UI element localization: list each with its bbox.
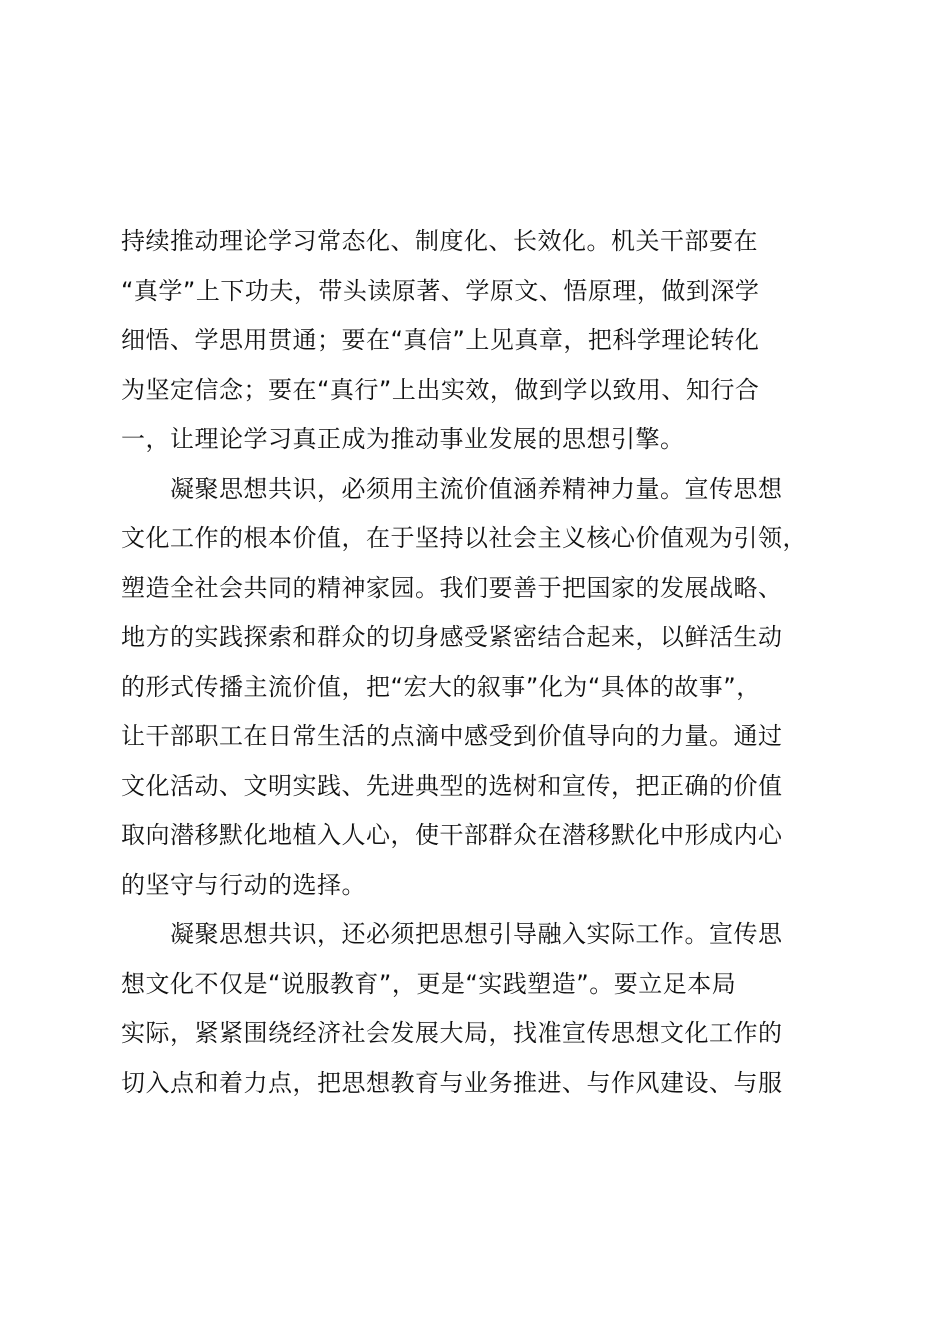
text-line: 细悟、学思用贯通；要在“真信”上见真章，把科学理论转化 [121,326,760,354]
text-line: 的坚守与行动的选择。 [121,870,366,899]
text-line: 切入点和着力点，把思想教育与业务推进、与作风建设、与服 [121,1068,783,1097]
text-line: 实际，紧紧围绕经济社会发展大局，找准宣传思想文化工作的 [121,1019,783,1047]
body-text [121,217,821,1108]
text-line: 塑造全社会共同的精神家园。我们要善于把国家的发展战略、 [121,573,783,602]
text-line: 凝聚思想共识，必须用主流价值涵养精神力量。宣传思想 [121,474,783,503]
text-line: 为坚定信念；要在“真行”上出实效，做到学以致用、知行合 [121,375,760,404]
text-line: 一，让理论学习真正成为推动事业发展的思想引擎。 [121,425,685,453]
text-line: 文化活动、文明实践、先进典型的选树和宣传，把正确的价值 [121,771,783,800]
text-line: 的形式传播主流价值，把“宏大的叙事”化为“具体的故事”， [121,672,761,701]
text-line: “真学”上下功夫，带头读原著、学原文、悟原理，做到深学 [121,276,760,305]
text-line: 地方的实践探索和群众的切身感受紧密结合起来，以鲜活生动 [121,623,783,651]
text-line: 让干部职工在日常生活的点滴中感受到价值导向的力量。通过 [121,722,783,750]
text-line: 文化工作的根本价值，在于坚持以社会主义核心价值观为引领， [121,524,807,552]
text-line: 凝聚思想共识，还必须把思想引导融入实际工作。宣传思 [121,920,783,948]
text-line: 想文化不仅是“说服教育”，更是“实践塑造”。要立足本局 [121,969,737,998]
text-line: 取向潜移默化地植入人心，使干部群众在潜移默化中形成内心 [121,821,783,849]
text-line: 持续推动理论学习常态化、制度化、长效化。机关干部要在 [121,227,758,255]
